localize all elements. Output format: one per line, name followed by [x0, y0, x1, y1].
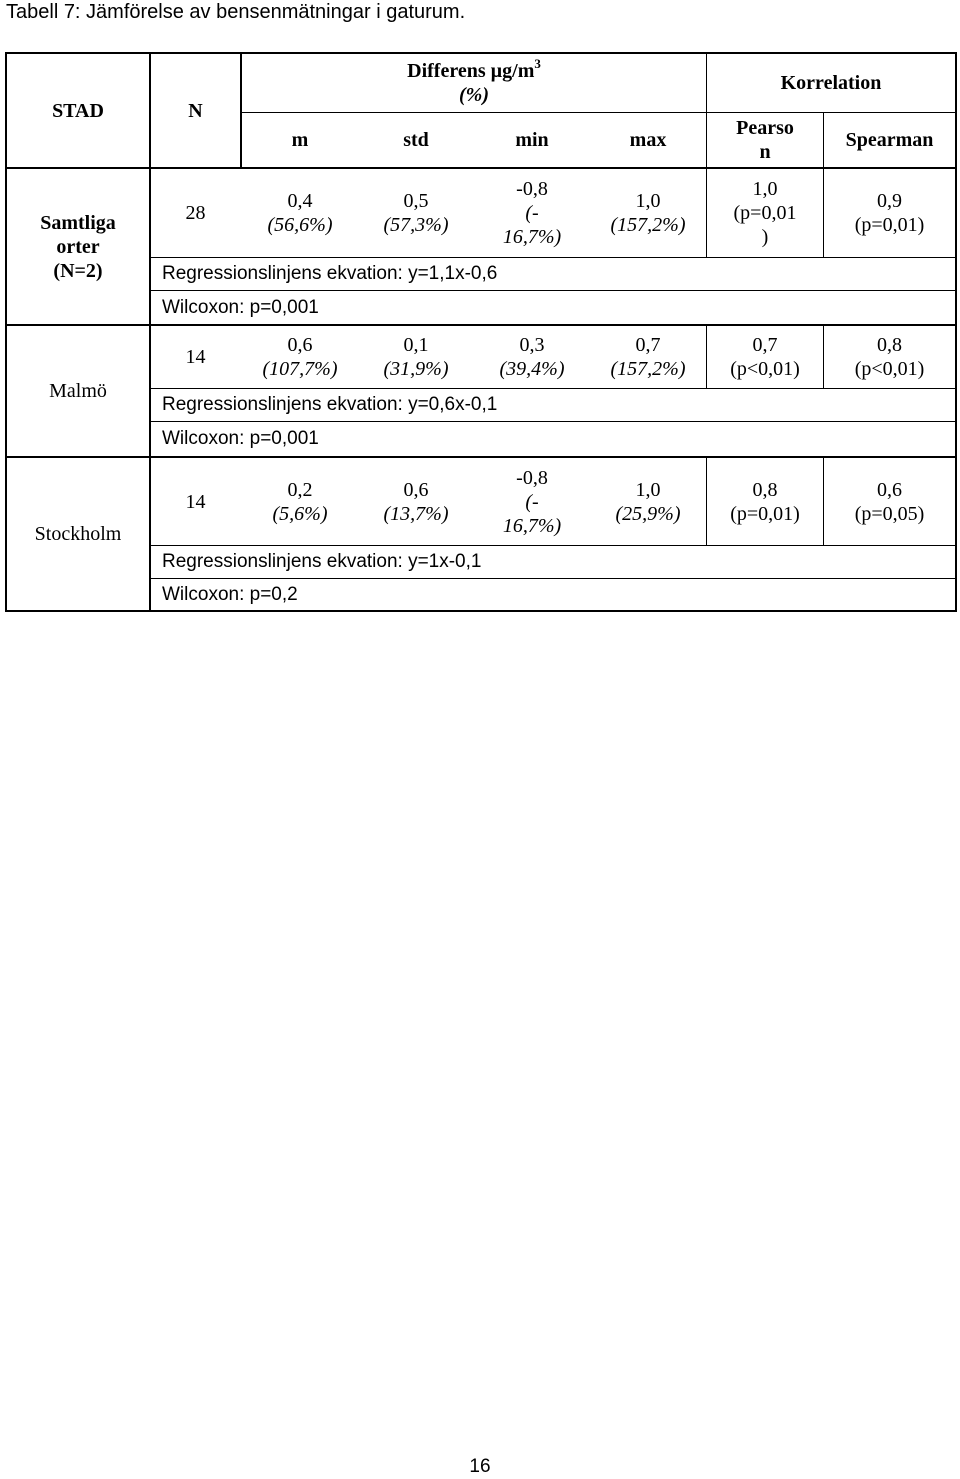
row2-pearson: 0,7 (p<0,01): [730, 334, 800, 380]
row1-n: 28: [185, 202, 206, 224]
row1-std: 0,5 (57,3%): [383, 190, 449, 236]
header-korrelation: Korrelation: [780, 72, 882, 94]
header-max: max: [629, 129, 667, 151]
row3-max: 1,0 (25,9%): [615, 478, 681, 525]
header-std: std: [403, 129, 429, 151]
row1-pearson: 1,0 (p=0,01 ): [733, 178, 797, 248]
row2-max: 0,7 (157,2%): [610, 334, 686, 380]
row1-max: 1,0 (157,2%): [610, 190, 686, 236]
row2-n: 14: [185, 346, 206, 368]
row2-std: 0,1 (31,9%): [383, 334, 449, 380]
row3-min: -0,8 (- 16,7%): [502, 466, 562, 537]
benzene-comparison-table: [0, 0, 960, 620]
page-number: 16: [469, 1456, 491, 1477]
table-caption: Tabell 7: Jämförelse av bensenmätningar i gaturum.: [6, 1, 466, 23]
row1-spearman: 0,9 (p=0,01): [854, 190, 925, 236]
row3-regression: Regressionslinjens ekvation: y=1x-0,1: [162, 551, 482, 572]
row1-min: -0,8 (- 16,7%): [502, 178, 562, 248]
header-n: N: [188, 99, 203, 122]
row3-stad: Stockholm: [34, 523, 122, 545]
row1-stad: Samtliga orter (N=2): [40, 211, 116, 282]
header-m: m: [291, 129, 309, 151]
header-min: min: [515, 129, 549, 151]
row3-spearman: 0,6 (p=0,05): [854, 478, 925, 525]
header-spearman: Spearman: [845, 129, 934, 151]
row2-spearman: 0,8 (p<0,01): [854, 334, 925, 380]
table-border-bottom: [5, 610, 957, 612]
row1-m: 0,4 (56,6%): [267, 190, 333, 236]
row3-n: 14: [185, 490, 206, 513]
header-pearson: Pearso n: [736, 117, 794, 163]
row3-wilcoxon: Wilcoxon: p=0,2: [162, 583, 298, 605]
row2-m: 0,6 (107,7%): [262, 334, 338, 380]
row2-wilcoxon: Wilcoxon: p=0,001: [162, 428, 319, 449]
row3-m: 0,2 (5,6%): [272, 478, 328, 525]
header-differens: Differens $\mu g/m^3$ (%): [407, 56, 541, 106]
row2-stad: Malmö: [49, 380, 107, 402]
header-stad: STAD: [52, 99, 104, 122]
row1-wilcoxon: Wilcoxon: p=0,001: [162, 296, 319, 318]
row3-std: 0,6 (13,7%): [383, 478, 449, 525]
row3-pearson: 0,8 (p=0,01): [730, 478, 800, 525]
row2-regression: Regressionslinjens ekvation: y=0,6x-0,1: [162, 394, 498, 415]
row2-min: 0,3 (39,4%): [499, 334, 565, 380]
table-border-right: [955, 52, 957, 612]
row1-regression: Regressionslinjens ekvation: y=1,1x-0,6: [162, 263, 498, 284]
